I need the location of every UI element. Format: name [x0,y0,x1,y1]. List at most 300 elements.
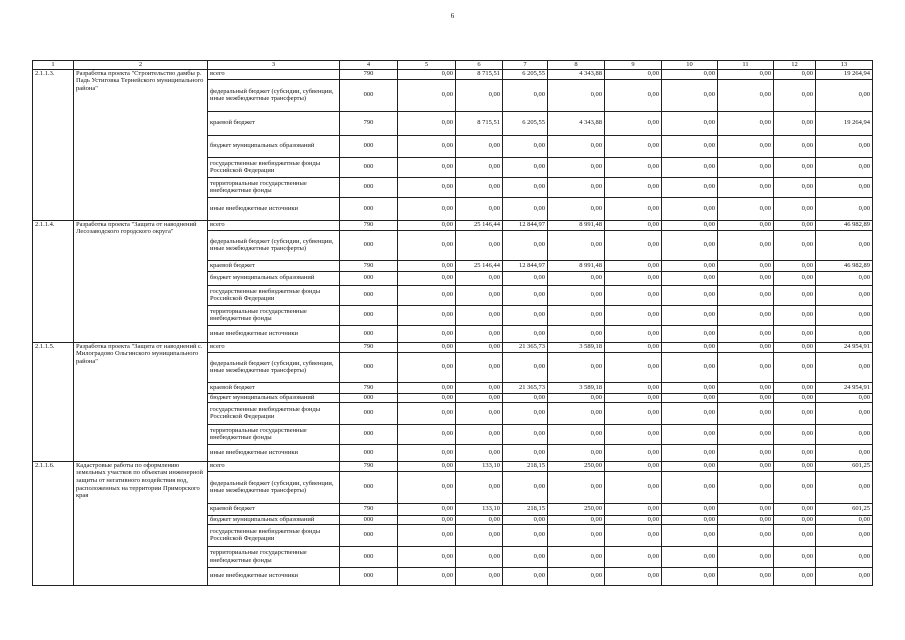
amount-cell: 0,00 [816,352,873,382]
table-row [33,220,873,230]
amount-cell: 19 264,94 [816,69,873,79]
amount-cell: 0,00 [398,402,456,424]
amount-cell: 0,00 [605,567,662,585]
amount-cell: 0,00 [816,402,873,424]
amount-cell: 0,00 [718,305,774,325]
amount-cell: 0,00 [774,325,816,342]
budget-code: 790 [340,503,398,515]
amount-cell: 46 982,89 [816,220,873,230]
funding-source: иные внебюджетные источники [208,444,340,461]
budget-code: 790 [340,69,398,79]
funding-source: территориальные государственные внебюджетные фонды [208,424,340,444]
amount-cell: 218,15 [503,461,548,471]
amount-cell: 0,00 [774,382,816,393]
budget-code: 000 [340,230,398,260]
amount-cell: 0,00 [503,197,548,220]
amount-cell: 0,00 [816,444,873,461]
amount-cell: 0,00 [398,260,456,271]
amount-cell: 0,00 [605,444,662,461]
amount-cell: 250,00 [548,461,605,471]
amount-cell: 0,00 [774,471,816,503]
amount-cell: 0,00 [718,325,774,342]
amount-cell: 0,00 [456,567,503,585]
amount-cell: 0,00 [605,471,662,503]
amount-cell: 0,00 [398,524,456,546]
column-number: 8 [548,61,605,70]
funding-source: федеральный бюджет (субсидии, субвенции, иные межбюджетные трансферты) [208,352,340,382]
amount-cell: 24 954,91 [816,382,873,393]
amount-cell: 0,00 [548,393,605,402]
amount-cell: 0,00 [456,524,503,546]
amount-cell: 0,00 [718,382,774,393]
amount-cell: 0,00 [398,471,456,503]
amount-cell: 0,00 [662,503,718,515]
amount-cell: 0,00 [662,393,718,402]
amount-cell: 0,00 [774,197,816,220]
amount-cell: 0,00 [503,230,548,260]
amount-cell: 0,00 [456,342,503,352]
amount-cell: 0,00 [548,157,605,177]
amount-cell: 0,00 [456,393,503,402]
amount-cell: 0,00 [605,382,662,393]
amount-cell: 0,00 [662,79,718,111]
amount-cell: 0,00 [398,197,456,220]
amount-cell: 0,00 [605,69,662,79]
amount-cell: 0,00 [662,461,718,471]
funding-source: государственные внебюджетные фонды Российской Федерации [208,524,340,546]
amount-cell: 21 365,73 [503,382,548,393]
amount-cell: 0,00 [456,135,503,157]
amount-cell: 601,25 [816,461,873,471]
project-name: Кадастровые работы по оформлению земельных участков по объектам инженерной защиты от негативного воздействия вод, расположенных на территории Приморского края [74,461,208,585]
amount-cell: 0,00 [548,424,605,444]
column-number: 4 [340,61,398,70]
amount-cell: 218,15 [503,503,548,515]
budget-code: 000 [340,567,398,585]
amount-cell: 0,00 [718,393,774,402]
amount-cell: 0,00 [816,515,873,524]
column-number: 9 [605,61,662,70]
amount-cell: 0,00 [456,325,503,342]
amount-cell: 0,00 [774,285,816,305]
amount-cell: 0,00 [662,271,718,285]
amount-cell: 0,00 [456,382,503,393]
budget-code: 000 [340,305,398,325]
funding-source: всего [208,220,340,230]
amount-cell: 0,00 [605,515,662,524]
amount-cell: 0,00 [718,471,774,503]
funding-source: бюджет муниципальных образований [208,515,340,524]
amount-cell: 0,00 [503,285,548,305]
amount-cell: 0,00 [605,271,662,285]
amount-cell: 0,00 [456,230,503,260]
amount-cell: 0,00 [456,471,503,503]
amount-cell: 0,00 [718,111,774,135]
amount-cell: 0,00 [503,157,548,177]
amount-cell: 0,00 [662,285,718,305]
amount-cell: 0,00 [548,524,605,546]
funding-source: краевой бюджет [208,503,340,515]
project-code: 2.1.1.4. [33,220,74,342]
amount-cell: 0,00 [605,220,662,230]
amount-cell: 0,00 [816,471,873,503]
amount-cell: 0,00 [718,342,774,352]
amount-cell: 0,00 [718,461,774,471]
amount-cell: 0,00 [605,393,662,402]
amount-cell: 0,00 [816,393,873,402]
budget-code: 000 [340,515,398,524]
amount-cell: 0,00 [548,271,605,285]
amount-cell: 0,00 [548,305,605,325]
amount-cell: 133,10 [456,461,503,471]
funding-source: бюджет муниципальных образований [208,271,340,285]
amount-cell: 0,00 [605,305,662,325]
amount-cell: 0,00 [398,461,456,471]
amount-cell: 0,00 [398,352,456,382]
column-number: 12 [774,61,816,70]
amount-cell: 0,00 [605,230,662,260]
amount-cell: 0,00 [816,305,873,325]
amount-cell: 0,00 [503,424,548,444]
amount-cell: 24 954,91 [816,342,873,352]
budget-code: 000 [340,285,398,305]
table-row [33,461,873,471]
project-code: 2.1.1.5. [33,342,74,461]
budget-code: 000 [340,197,398,220]
budget-code: 000 [340,271,398,285]
amount-cell: 0,00 [718,260,774,271]
amount-cell: 0,00 [605,79,662,111]
budget-code: 000 [340,325,398,342]
amount-cell: 8 991,48 [548,260,605,271]
amount-cell: 0,00 [503,305,548,325]
amount-cell: 0,00 [718,271,774,285]
funding-source: иные внебюджетные источники [208,567,340,585]
amount-cell: 0,00 [662,135,718,157]
amount-cell: 0,00 [605,325,662,342]
funding-source: краевой бюджет [208,260,340,271]
amount-cell: 0,00 [718,197,774,220]
amount-cell: 0,00 [503,515,548,524]
amount-cell: 0,00 [605,402,662,424]
budget-code: 000 [340,393,398,402]
amount-cell: 0,00 [456,352,503,382]
amount-cell: 0,00 [605,352,662,382]
amount-cell: 0,00 [774,503,816,515]
funding-source: всего [208,461,340,471]
amount-cell: 0,00 [503,271,548,285]
amount-cell: 0,00 [605,461,662,471]
amount-cell: 0,00 [718,135,774,157]
amount-cell: 0,00 [774,515,816,524]
amount-cell: 0,00 [774,271,816,285]
amount-cell: 0,00 [398,157,456,177]
amount-cell: 0,00 [718,157,774,177]
amount-cell: 12 844,97 [503,220,548,230]
amount-cell: 0,00 [718,79,774,111]
amount-cell: 0,00 [398,393,456,402]
amount-cell: 0,00 [718,524,774,546]
amount-cell: 0,00 [456,546,503,567]
amount-cell: 0,00 [398,135,456,157]
amount-cell: 19 264,94 [816,111,873,135]
amount-cell: 0,00 [816,424,873,444]
amount-cell: 0,00 [816,285,873,305]
amount-cell: 0,00 [774,461,816,471]
amount-cell: 0,00 [398,111,456,135]
amount-cell: 0,00 [662,424,718,444]
budget-code: 000 [340,402,398,424]
amount-cell: 0,00 [605,177,662,197]
table-body [33,69,873,585]
amount-cell: 0,00 [816,546,873,567]
amount-cell: 46 982,89 [816,260,873,271]
amount-cell: 0,00 [662,342,718,352]
amount-cell: 6 205,55 [503,69,548,79]
amount-cell: 0,00 [548,177,605,197]
amount-cell: 0,00 [718,69,774,79]
amount-cell: 0,00 [398,444,456,461]
amount-cell: 0,00 [548,546,605,567]
amount-cell: 0,00 [774,524,816,546]
amount-cell: 0,00 [774,393,816,402]
funding-source: всего [208,69,340,79]
budget-code: 000 [340,177,398,197]
funding-source: государственные внебюджетные фонды Российской Федерации [208,285,340,305]
budget-code: 790 [340,111,398,135]
amount-cell: 0,00 [503,393,548,402]
amount-cell: 0,00 [662,567,718,585]
amount-cell: 0,00 [456,197,503,220]
column-number: 1 [33,61,74,70]
amount-cell: 0,00 [503,352,548,382]
amount-cell: 0,00 [456,157,503,177]
column-number: 11 [718,61,774,70]
amount-cell: 0,00 [456,305,503,325]
funding-source: территориальные государственные внебюджетные фонды [208,546,340,567]
amount-cell: 0,00 [503,471,548,503]
amount-cell: 0,00 [548,79,605,111]
column-number: 5 [398,61,456,70]
amount-cell: 0,00 [605,285,662,305]
amount-cell: 0,00 [718,352,774,382]
amount-cell: 12 844,97 [503,260,548,271]
amount-cell: 0,00 [662,444,718,461]
budget-code: 000 [340,471,398,503]
amount-cell: 0,00 [816,524,873,546]
amount-cell: 0,00 [718,230,774,260]
amount-cell: 0,00 [718,177,774,197]
amount-cell: 0,00 [548,135,605,157]
amount-cell: 0,00 [605,157,662,177]
amount-cell: 4 343,88 [548,111,605,135]
funding-source: иные внебюджетные источники [208,197,340,220]
funding-source: краевой бюджет [208,111,340,135]
amount-cell: 0,00 [662,111,718,135]
budget-code: 000 [340,135,398,157]
amount-cell: 0,00 [718,567,774,585]
amount-cell: 0,00 [398,69,456,79]
column-number: 13 [816,61,873,70]
amount-cell: 0,00 [662,325,718,342]
amount-cell: 6 205,55 [503,111,548,135]
amount-cell: 0,00 [456,515,503,524]
amount-cell: 0,00 [662,177,718,197]
budget-code: 000 [340,524,398,546]
amount-cell: 0,00 [548,197,605,220]
budget-code: 000 [340,352,398,382]
amount-cell: 8 991,48 [548,220,605,230]
funding-source: бюджет муниципальных образований [208,393,340,402]
amount-cell: 0,00 [398,546,456,567]
amount-cell: 0,00 [605,503,662,515]
amount-cell: 0,00 [774,567,816,585]
funding-source: краевой бюджет [208,382,340,393]
amount-cell: 0,00 [774,111,816,135]
amount-cell: 0,00 [503,79,548,111]
amount-cell: 0,00 [503,402,548,424]
funding-source: территориальные государственные внебюджетные фонды [208,177,340,197]
budget-code: 000 [340,157,398,177]
amount-cell: 0,00 [662,382,718,393]
amount-cell: 0,00 [605,342,662,352]
amount-cell: 0,00 [816,79,873,111]
budget-code: 000 [340,79,398,111]
funding-source: федеральный бюджет (субсидии, субвенции, иные межбюджетные трансферты) [208,79,340,111]
column-number: 6 [456,61,503,70]
project-code: 2.1.1.3. [33,69,74,220]
amount-cell: 8 715,51 [456,69,503,79]
amount-cell: 250,00 [548,503,605,515]
amount-cell: 0,00 [398,305,456,325]
amount-cell: 0,00 [718,220,774,230]
amount-cell: 0,00 [774,177,816,197]
amount-cell: 4 343,88 [548,69,605,79]
amount-cell: 0,00 [503,444,548,461]
amount-cell: 0,00 [503,177,548,197]
amount-cell: 0,00 [774,352,816,382]
amount-cell: 0,00 [503,135,548,157]
amount-cell: 8 715,51 [456,111,503,135]
amount-cell: 25 146,44 [456,220,503,230]
amount-cell: 0,00 [816,177,873,197]
amount-cell: 0,00 [774,424,816,444]
amount-cell: 0,00 [503,524,548,546]
amount-cell: 0,00 [774,69,816,79]
amount-cell: 601,25 [816,503,873,515]
amount-cell: 0,00 [398,503,456,515]
amount-cell: 0,00 [816,197,873,220]
project-name: Разработка проекта "Защита от наводнений Лесозаводского городского округа" [74,220,208,342]
amount-cell: 0,00 [718,402,774,424]
funding-source: бюджет муниципальных образований [208,135,340,157]
amount-cell: 0,00 [774,220,816,230]
amount-cell: 0,00 [548,515,605,524]
amount-cell: 0,00 [398,285,456,305]
amount-cell: 0,00 [398,424,456,444]
amount-cell: 0,00 [548,471,605,503]
amount-cell: 133,10 [456,503,503,515]
funding-source: государственные внебюджетные фонды Российской Федерации [208,157,340,177]
amount-cell: 0,00 [662,515,718,524]
amount-cell: 0,00 [456,271,503,285]
budget-code: 000 [340,444,398,461]
amount-cell: 0,00 [605,260,662,271]
amount-cell: 0,00 [774,546,816,567]
amount-cell: 0,00 [503,546,548,567]
budget-code: 790 [340,342,398,352]
amount-cell: 0,00 [662,260,718,271]
amount-cell: 0,00 [398,271,456,285]
amount-cell: 0,00 [718,444,774,461]
amount-cell: 0,00 [548,444,605,461]
amount-cell: 0,00 [398,567,456,585]
amount-cell: 21 365,73 [503,342,548,352]
amount-cell: 0,00 [774,135,816,157]
amount-cell: 0,00 [662,402,718,424]
amount-cell: 0,00 [662,157,718,177]
amount-cell: 0,00 [503,567,548,585]
amount-cell: 0,00 [718,546,774,567]
amount-cell: 0,00 [816,567,873,585]
amount-cell: 0,00 [605,135,662,157]
project-name: Разработка проекта "Защита от наводнений с. Милоградово Ольгинского муниципального района" [74,342,208,461]
amount-cell: 0,00 [456,79,503,111]
amount-cell: 0,00 [398,342,456,352]
amount-cell: 0,00 [816,325,873,342]
amount-cell: 0,00 [398,177,456,197]
amount-cell: 0,00 [816,135,873,157]
budget-code: 790 [340,260,398,271]
column-number: 2 [74,61,208,70]
amount-cell: 0,00 [718,515,774,524]
project-code: 2.1.1.6. [33,461,74,585]
amount-cell: 0,00 [774,342,816,352]
budget-code: 790 [340,382,398,393]
amount-cell: 0,00 [548,325,605,342]
budget-code: 790 [340,220,398,230]
amount-cell: 0,00 [774,305,816,325]
amount-cell: 0,00 [718,285,774,305]
funding-source: федеральный бюджет (субсидии, субвенции, иные межбюджетные трансферты) [208,230,340,260]
amount-cell: 0,00 [605,197,662,220]
amount-cell: 3 589,18 [548,382,605,393]
amount-cell: 0,00 [662,69,718,79]
amount-cell: 0,00 [456,424,503,444]
amount-cell: 0,00 [456,285,503,305]
amount-cell: 0,00 [398,325,456,342]
amount-cell: 0,00 [774,157,816,177]
amount-cell: 3 589,18 [548,342,605,352]
column-number-row [33,61,873,70]
amount-cell: 0,00 [774,260,816,271]
amount-cell: 0,00 [774,444,816,461]
amount-cell: 0,00 [398,515,456,524]
funding-source: всего [208,342,340,352]
amount-cell: 0,00 [662,305,718,325]
funding-source: территориальные государственные внебюджетные фонды [208,305,340,325]
amount-cell: 0,00 [718,424,774,444]
amount-cell: 0,00 [718,503,774,515]
amount-cell: 0,00 [548,352,605,382]
budget-table [32,60,873,586]
amount-cell: 0,00 [662,471,718,503]
amount-cell: 0,00 [774,230,816,260]
column-number: 3 [208,61,340,70]
funding-source: федеральный бюджет (субсидии, субвенции, иные межбюджетные трансферты) [208,471,340,503]
amount-cell: 0,00 [456,402,503,424]
amount-cell: 0,00 [774,79,816,111]
